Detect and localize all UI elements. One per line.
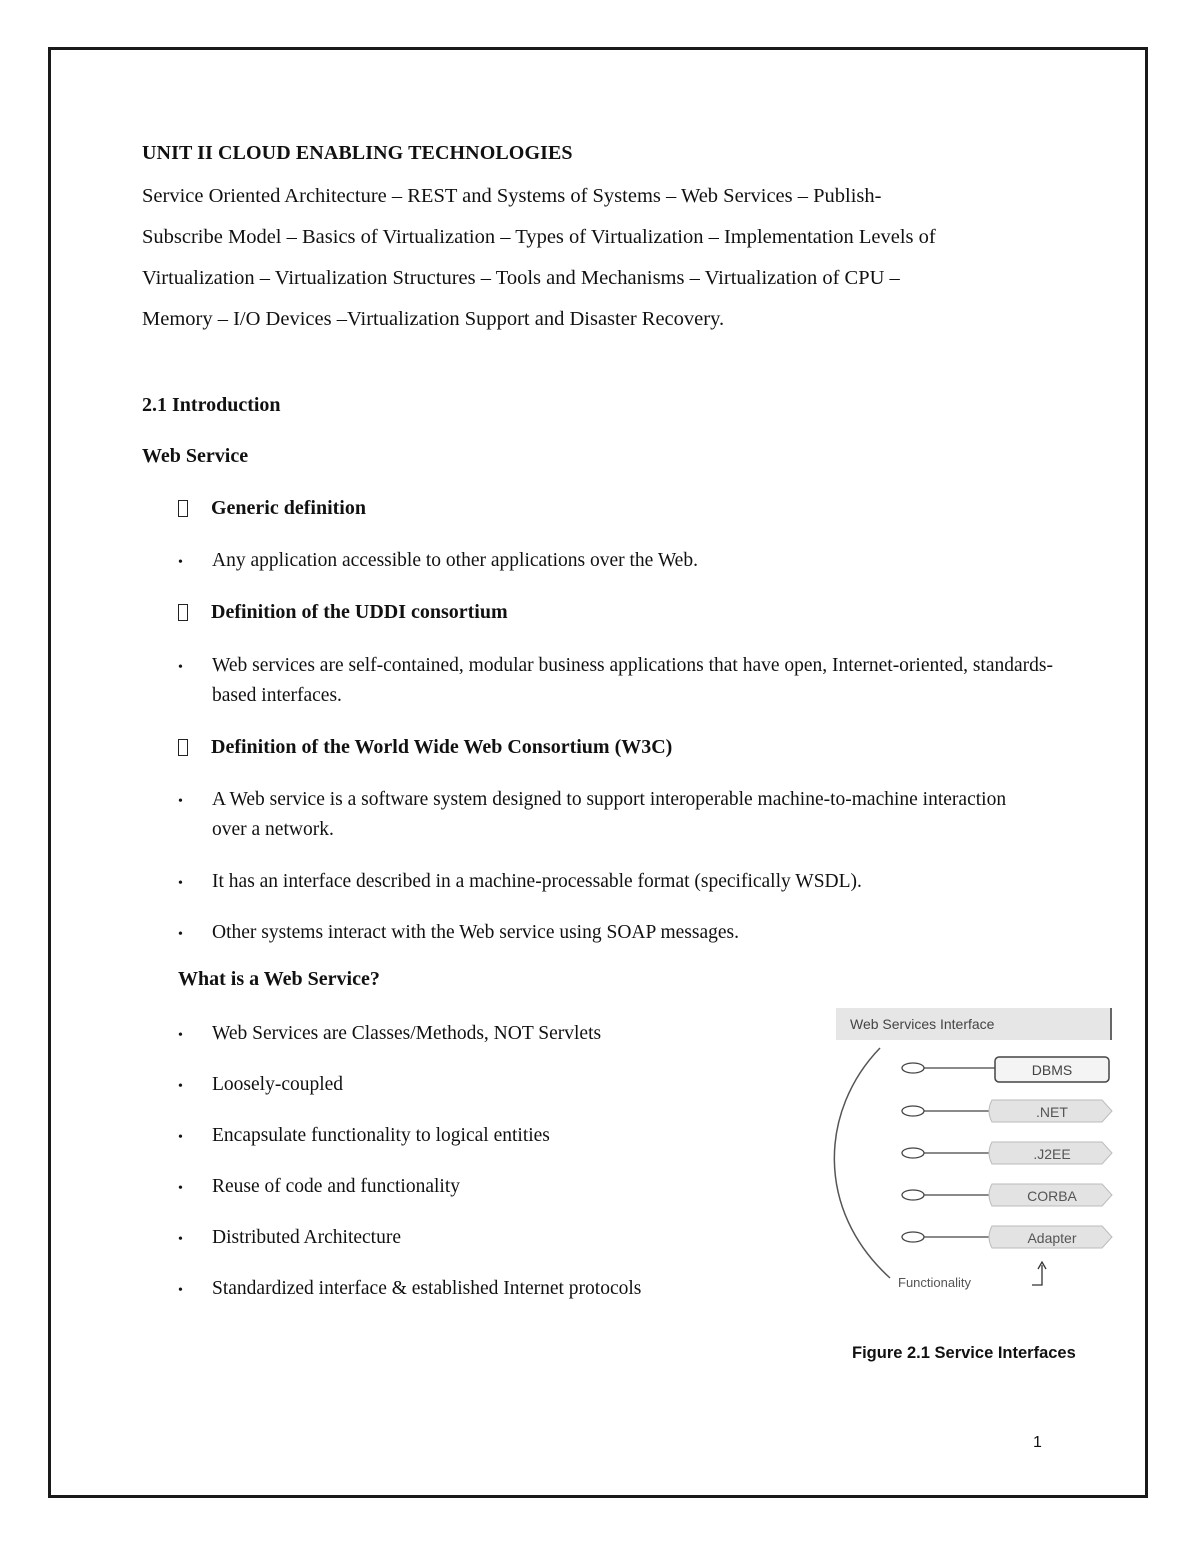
list-item xyxy=(178,873,1060,897)
functionality-label: Functionality xyxy=(898,1275,971,1290)
list-item xyxy=(178,1076,798,1100)
list-item xyxy=(178,1127,798,1151)
definition-heading-text: Generic definition xyxy=(211,497,366,519)
list-item xyxy=(178,1178,798,1202)
bullet-icon: • xyxy=(178,1232,183,1247)
figure-caption: Figure 2.1 Service Interfaces xyxy=(852,1344,1076,1362)
bullet-icon: • xyxy=(178,876,183,891)
bullet-icon: • xyxy=(178,1283,183,1298)
definition-heading xyxy=(178,601,508,624)
bullet-icon: • xyxy=(178,1079,183,1094)
list-item xyxy=(178,1025,798,1049)
syllabus-line: Service Oriented Architecture – REST and Systems of Systems – Web Services – Publish- xyxy=(142,185,882,207)
checkbox-glyph-icon xyxy=(178,739,188,756)
list-item-text: Web Services are Classes/Methods, NOT Servlets xyxy=(212,1023,602,1044)
definition-heading-text: Definition of the World Wide Web Consortium (W3C) xyxy=(211,736,673,758)
component-label: .J2EE xyxy=(1033,1146,1071,1162)
list-item xyxy=(178,924,1060,948)
connector-icon xyxy=(902,1063,924,1073)
bullet-icon: • xyxy=(178,1130,183,1145)
list-item-text: Loosely-coupled xyxy=(212,1074,344,1095)
bullet-icon: • xyxy=(178,1181,183,1196)
list-item xyxy=(178,657,1060,711)
list-item-text: Any application accessible to other applications over the Web. xyxy=(212,550,698,571)
connector-icon xyxy=(902,1232,924,1242)
section-heading: 2.1 Introduction xyxy=(142,394,281,416)
list-item-text: Reuse of code and functionality xyxy=(212,1176,461,1197)
list-item-text: Standardized interface & established Internet protocols xyxy=(212,1278,642,1299)
checkbox-glyph-icon xyxy=(178,604,188,621)
syllabus-line: Memory – I/O Devices –Virtualization Support and Disaster Recovery. xyxy=(142,308,725,330)
definition-heading-text: Definition of the UDDI consortium xyxy=(211,601,508,623)
syllabus-line: Subscribe Model – Basics of Virtualization – Types of Virtualization – Implementation Levels of xyxy=(142,226,936,248)
list-item-text: A Web service is a software system designed to support interoperable machine-to-machine interaction over a network. xyxy=(212,789,1007,840)
web-service-heading: Web Service xyxy=(142,445,249,467)
definition-heading xyxy=(178,736,672,759)
up-arrow-icon xyxy=(1032,1265,1042,1285)
what-is-heading: What is a Web Service? xyxy=(178,968,380,990)
component-label: Adapter xyxy=(1027,1230,1077,1246)
service-interfaces-figure xyxy=(820,1000,1130,1300)
syllabus-line: Virtualization – Virtualization Structures – Tools and Mechanisms – Virtualization of CPU – xyxy=(142,267,900,289)
checkbox-glyph-icon xyxy=(178,500,188,517)
list-item-text: Other systems interact with the Web service using SOAP messages. xyxy=(212,922,740,943)
connector-icon xyxy=(902,1106,924,1116)
list-item xyxy=(178,552,1038,576)
connector-icon xyxy=(902,1148,924,1158)
list-item-text: Encapsulate functionality to logical entities xyxy=(212,1125,550,1146)
bullet-icon: • xyxy=(178,660,183,675)
component-label: CORBA xyxy=(1027,1188,1077,1204)
component-label: DBMS xyxy=(1031,1062,1073,1078)
bullet-icon: • xyxy=(178,794,183,809)
list-item xyxy=(178,1280,798,1304)
unit-title: UNIT II CLOUD ENABLING TECHNOLOGIES xyxy=(142,142,573,164)
list-item xyxy=(178,791,1008,845)
bullet-icon: • xyxy=(178,927,183,942)
connector-icon xyxy=(902,1190,924,1200)
list-item xyxy=(178,1229,798,1253)
interface-header-label: Web Services Interface xyxy=(850,1016,995,1032)
definition-heading xyxy=(178,497,366,520)
component-label: .NET xyxy=(1036,1104,1068,1120)
syllabus-paragraph xyxy=(142,176,1060,340)
interface-bracket-curve xyxy=(834,1048,890,1278)
bullet-icon: • xyxy=(178,1028,183,1043)
bullet-icon: • xyxy=(178,555,183,570)
list-item-text: It has an interface described in a machine-processable format (specifically WSDL). xyxy=(212,871,862,892)
list-item-text: Distributed Architecture xyxy=(212,1227,401,1248)
list-item-text: Web services are self-contained, modular business applications that have open, Internet-oriented, standards-based interfaces. xyxy=(212,655,1053,706)
page-number: 1 xyxy=(1033,1434,1042,1451)
